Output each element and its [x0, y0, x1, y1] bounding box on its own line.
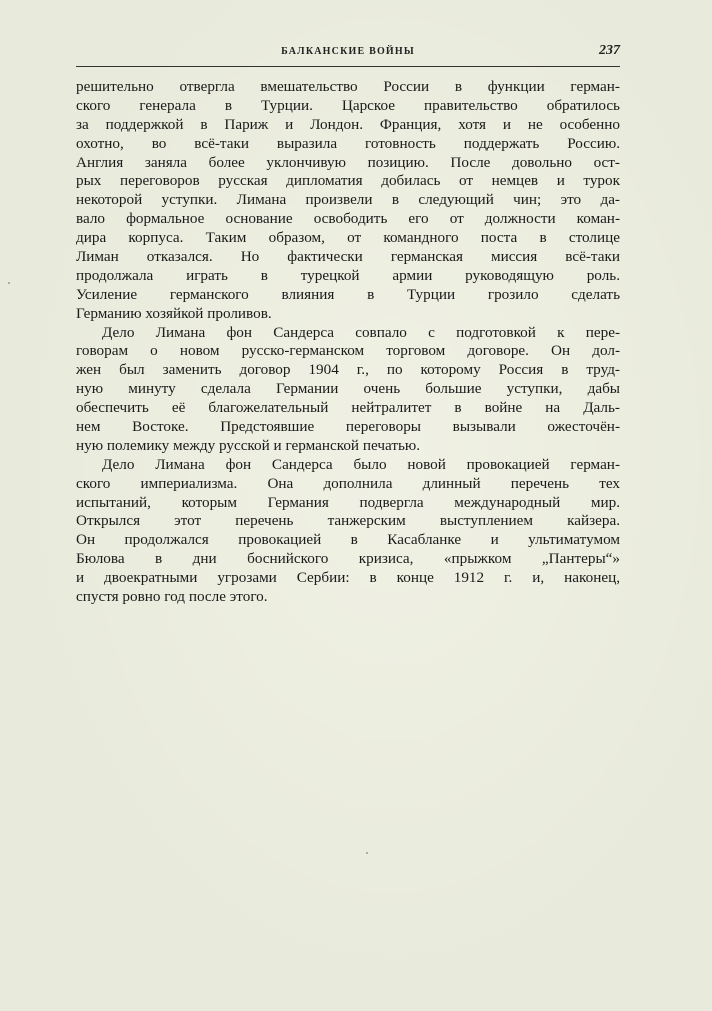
text-line: говорам о новом русско-германском торговом договоре. Он дол-	[76, 342, 620, 360]
text-line: и двоекратными угрозами Сербии: в конце 1912 г. и, наконец,	[76, 569, 620, 587]
running-title: БАЛКАНСКИЕ ВОЙНЫ	[281, 46, 415, 57]
text-line: рых переговоров русская дипломатия добилась от немцев и турок	[76, 172, 620, 190]
header-rule	[76, 66, 620, 67]
text-line: ную минуту сделала Германии очень большие уступки, дабы	[76, 380, 620, 398]
text-line: Дело Лимана фон Сандерса было новой провокацией герман-	[102, 455, 620, 473]
text-line: вало формальное основание освободить его от должности коман-	[76, 210, 620, 228]
text-line: жен был заменить договор 1904 г., по которому Россия в труд-	[76, 361, 620, 379]
text-line: спустя ровно год после этого.	[76, 588, 268, 606]
paragraph-2	[76, 324, 620, 456]
text-line: продолжала играть в турецкой армии руководящую роль.	[76, 266, 620, 284]
text-line: Он продолжался провокацией в Касабланке и ультиматумом	[76, 531, 620, 549]
text-line: Бюлова в дни боснийского кризиса, «прыжком „Пантеры“»	[76, 550, 620, 568]
text-line: испытаний, которым Германия подвергла международный мир.	[76, 493, 620, 511]
paper-speck	[8, 282, 10, 284]
text-line: Германию хозяйкой проливов.	[76, 304, 272, 322]
paragraph-3	[76, 456, 620, 607]
text-line: некоторой уступки. Лимана произвели в следующий чин; это да-	[76, 191, 620, 209]
paragraph-1	[76, 78, 620, 324]
text-line: Дело Лимана фон Сандерса совпало с подготовкой к пере-	[102, 323, 620, 341]
text-line: решительно отвергла вмешательство России в функции герман-	[76, 78, 620, 95]
text-line: ную полемику между русской и германской печатью.	[76, 436, 421, 454]
text-line: ского империализма. Она дополнила длинный перечень тех	[76, 474, 620, 492]
text-line: Усиление германского влияния в Турции грозило сделать	[76, 285, 620, 303]
text-line: Открылся этот перечень танжерским выступлением кайзера.	[76, 512, 620, 530]
text-line: ского генерала в Турции. Царское правительство обратилось	[76, 96, 620, 114]
page-number: 237	[599, 43, 620, 58]
text-line: нем Востоке. Предстоявшие переговоры вызывали ожесточён-	[76, 418, 620, 436]
text-line: Англия заняла более уклончивую позицию. После довольно ост-	[76, 153, 620, 171]
page-header	[76, 44, 620, 64]
text-line: дира корпуса. Таким образом, от командного поста в столице	[76, 229, 620, 247]
body-text	[76, 78, 620, 607]
text-line: охотно, во всё-таки выразила готовность поддержать Россию.	[76, 134, 620, 152]
text-line: за поддержкой в Париж и Лондон. Франция, хотя и не особенно	[76, 115, 620, 133]
paper-speck	[366, 852, 368, 854]
text-line: обеспечить её благожелательный нейтралитет в войне на Даль-	[76, 399, 620, 417]
text-line: Лиман отказался. Но фактически германская миссия всё-таки	[76, 248, 620, 266]
